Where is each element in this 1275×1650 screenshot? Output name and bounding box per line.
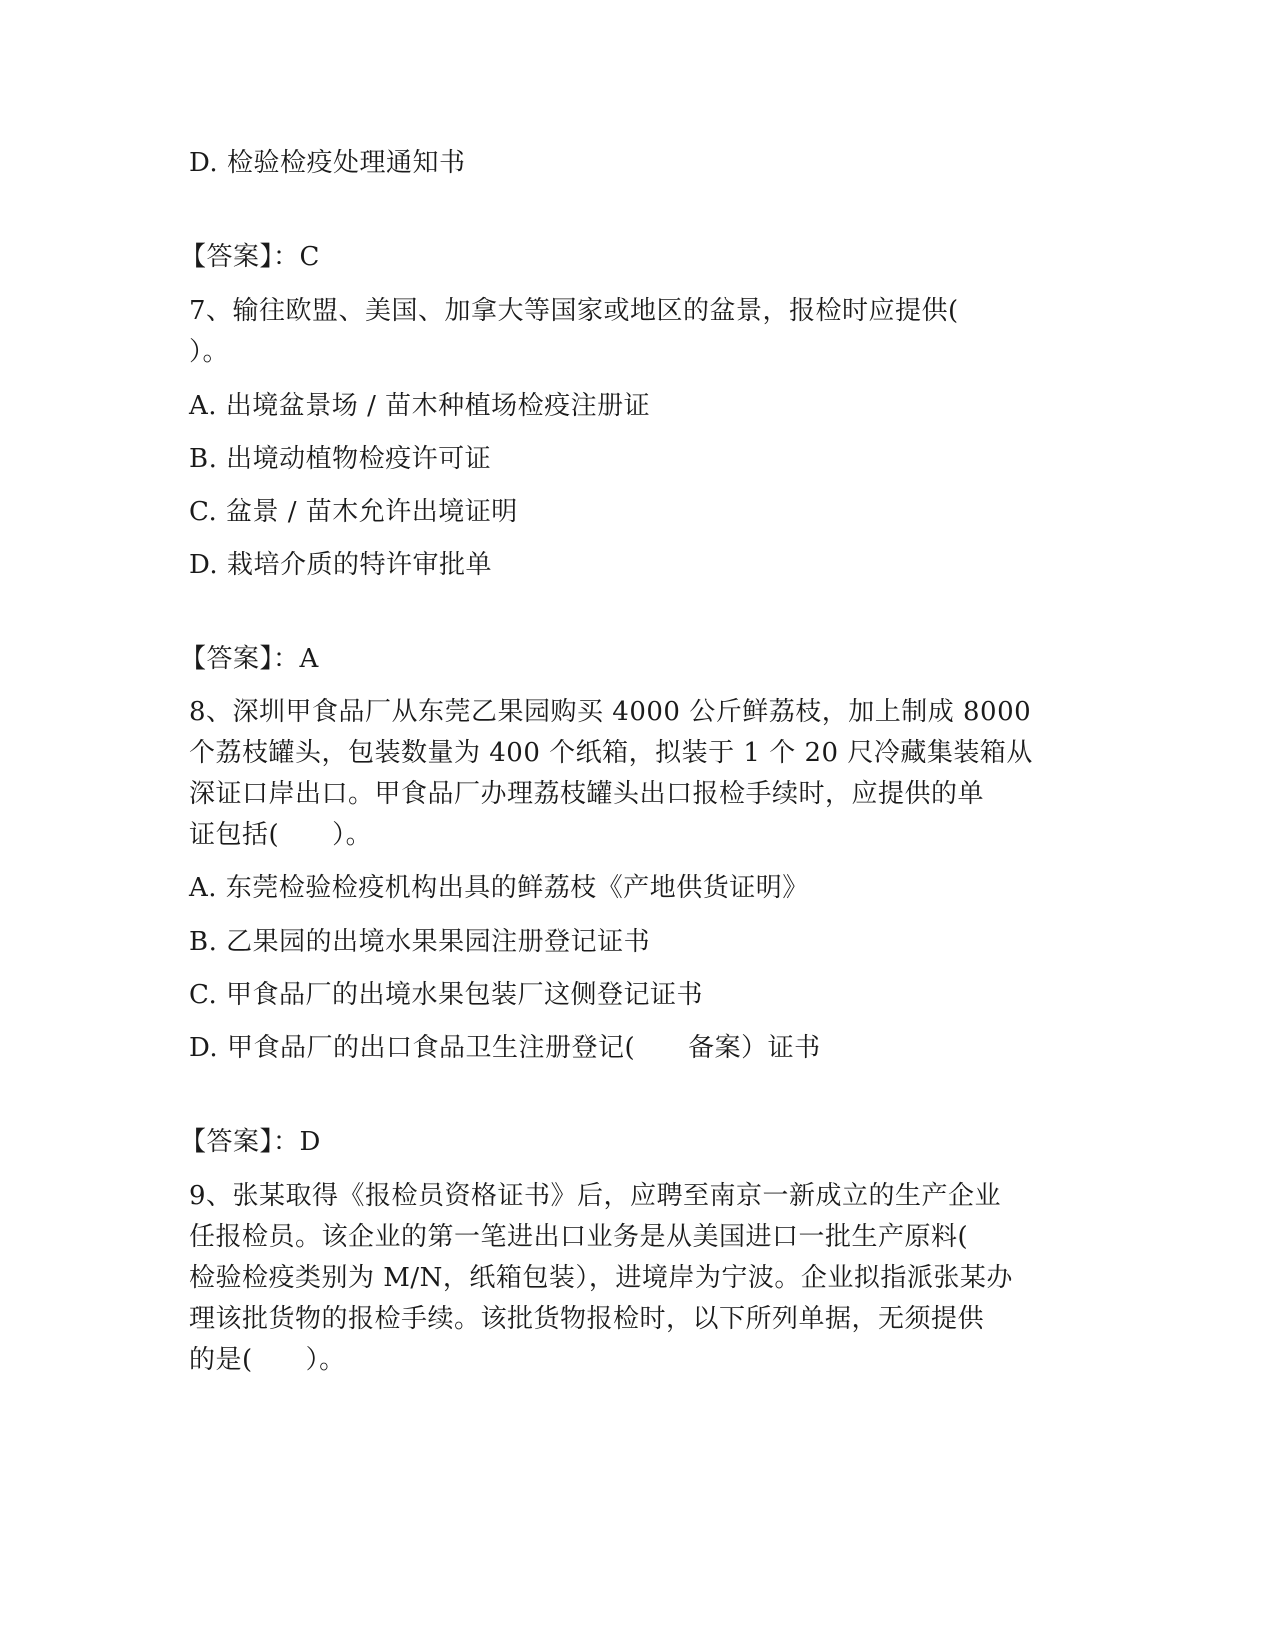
q8-stem-line-3: 深证口岸出口。甲食品厂办理荔枝罐头出口报检手续时，应提供的单 [189, 779, 985, 809]
q7-option-b: B. 出境动植物检疫许可证 [189, 444, 492, 474]
q9-stem-line-1: 9、张某取得《报检员资格证书》后，应聘至南京一新成立的生产企业 [189, 1181, 1002, 1211]
q6-option-d: D. 检验检疫处理通知书 [189, 148, 466, 178]
q8-stem-line-1: 8、深圳甲食品厂从东莞乙果园购买 4000 公斤鲜荔枝，加上制成 8000 [189, 697, 1032, 727]
q7-answer: 【答案】：A [180, 644, 319, 674]
q7-stem-line-2: ）。 [189, 337, 230, 367]
q7-option-c: C. 盆景 / 苗木允许出境证明 [189, 497, 518, 527]
q7-stem-line-1: 7、输往欧盟、美国、加拿大等国家或地区的盆景，报检时应提供( [189, 296, 959, 326]
q8-option-b: B. 乙果园的出境水果果园注册登记证书 [189, 927, 651, 957]
q8-option-d: D. 甲食品厂的出口食品卫生注册登记( 备案）证书 [189, 1033, 821, 1063]
q9-stem-line-5: 的是( ）。 [189, 1345, 346, 1375]
q7-option-d: D. 栽培介质的特许审批单 [189, 550, 492, 580]
q8-answer: 【答案】：D [180, 1127, 321, 1157]
q8-stem-line-4: 证包括( ）。 [189, 820, 373, 850]
q6-answer: 【答案】：C [180, 242, 320, 272]
q9-stem-line-3: 检验检疫类别为 M/N，纸箱包装），进境岸为宁波。企业拟指派张某办 [189, 1263, 1013, 1293]
q8-option-c: C. 甲食品厂的出境水果包装厂这侧登记证书 [189, 980, 703, 1010]
q9-stem-line-4: 理该批货物的报检手续。该批货物报检时，以下所列单据，无须提供 [189, 1304, 985, 1334]
q8-option-a: A. 东莞检验检疫机构出具的鲜荔枝《产地供货证明》 [189, 873, 809, 903]
q8-stem-line-2: 个荔枝罐头，包装数量为 400 个纸箱，拟装于 1 个 20 尺冷藏集装箱从 [189, 738, 1033, 768]
q7-option-a: A. 出境盆景场 / 苗木种植场检疫注册证 [189, 391, 651, 421]
q9-stem-line-2: 任报检员。该企业的第一笔进出口业务是从美国进口一批生产原料( [189, 1222, 969, 1252]
